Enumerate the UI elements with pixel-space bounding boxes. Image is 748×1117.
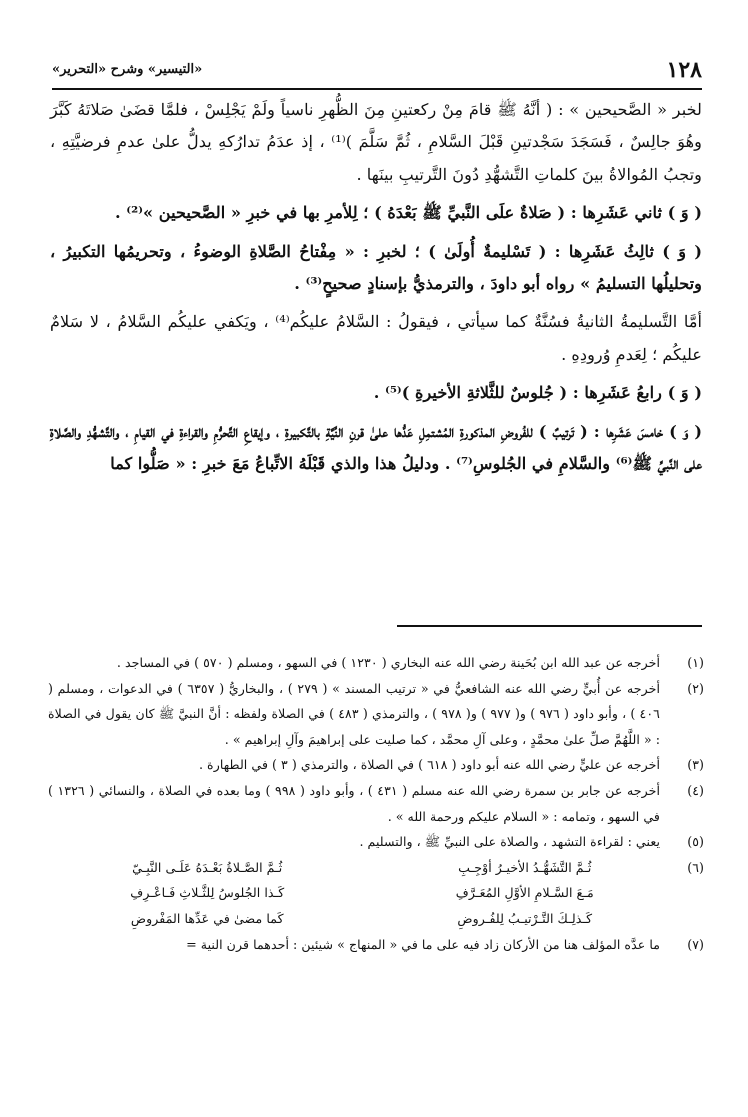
footnote [48,752,704,778]
paragraph: ( وَ ) رابعُ عَشَرِها : ( جُلوسٌ للثَّلاثةِ الأخيرةِ )⁽⁵⁾ . [373,383,702,403]
poem-hemistich: كَـذلِـكَ التَّـرْتيـبُ لِلفُـروضِ [457,910,593,926]
running-title: «التيسير» وشرح «التحرير» [52,62,203,77]
footnote [48,829,704,855]
footnote-number: (٣) [687,757,704,773]
paragraph: ( وَ ) ثالِثُ عَشَرِها : ( تَسْليمةٌ أُولَىٰ ) ؛ لخبرِ : « مِفْتاحُ الصَّلاةِ الوضوءُ ، وتحريمُها التكبيرُ ، وتحليلُها التسليمُ » رواه أبو داودَ ، والترمذيُّ بإسنادٍ صحيحٍ⁽³⁾ . [50,241,702,294]
footnote-text: يعني : لقراءة التشهد ، والصلاة على النبيِّ ﷺ ، والتسليم . [359,834,660,850]
footnote [48,650,704,676]
page-number: ١٢٨ [666,57,702,83]
paragraph: ( وَ ) خامسَ عَشَرِها : ( تَرتيبٌ ) للفُروضِ المذكورةِ المُشتمِلِ عَدُّها علىٰ قرنِ النِّيَّةِ بالتَّكبيرةِ ، وإيقاعِ التَّحرُّمِ والقراءةِ في القيامِ ، والتَّشهُّدِ والصَّلاةِ على النَّبيِّ ﷺ⁽⁶⁾ والسَّلامِ في الجُلوسِ⁽⁷⁾ . ودليلُ هذا والذي قَبْلَهُ الاتِّباعُ مَعَ خبرِ : « صَلُّوا كما [50,421,702,474]
footnote-number: (٥) [687,834,704,850]
poem-verse [48,855,660,881]
footnote-text: أخرجه عن عبد الله ابن بُحَينة رضي الله عنه البخاري ( ١٢٣٠ ) في السهو ، ومسلم ( ٥٧٠ ) في المساجد . [116,655,660,670]
page-header [52,50,702,90]
footnote [48,676,704,753]
footnote-number: (٦) [687,859,704,875]
poem-hemistich: ثُـمَّ التَّشَهُّـدُ الأخيـرُ أوْجِـبِ [458,859,592,875]
footnote-text: ما عدَّه المؤلف هنا من الأركان زاد فيه على ما في « المنهاج » شيئين : أحدهما قرن النية = [186,936,660,952]
paragraph: لخبر « الصَّحيحين » : ( أنَّهُ ﷺ قامَ مِنْ ركعتينِ مِنَ الظُّهرِ ناسياً ولَمْ يَجْلِسْ ، فلمَّا قضَىٰ صَلاتَهُ كَبَّرَ وهُوَ جالِسٌ ، فَسَجَدَ سَجْدتينِ قَبْلَ السَّلامِ ، ثُمَّ سَلَّمَ )⁽¹⁾ ، إذ عدَمُ تدارُكهِ يدلُّ علىٰ عدمِ فرضيَّتِهِ ، وتجبُ المُوالاةُ بينَ كلماتِ التَّشهُّدِ دُونَ التَّرتيبِ بينَها . [50,100,702,184]
footnote [48,778,704,829]
poem-hemistich: مَـعَ السَّـلامِ الأوَّلِ المُعَـرَّفِ [455,885,594,901]
poem-hemistich: ثُـمَّ الصَّـلاةُ بَعْـدَهُ عَلَـى النَّبِـيّ [132,859,283,875]
footnote-number: (٢) [687,680,704,696]
footnote-number: (٧) [687,936,704,952]
footnote-number: (١) [687,655,704,670]
poem-hemistich: كَما مضىٰ في عَدِّها المَفْروضِ [130,910,284,926]
paragraph: أمَّا التَّسليمةُ الثانيةُ فسُنَّةٌ كما سيأتي ، فيقولُ : السَّلامُ عليكُم⁽⁴⁾ ، ويَكفي عليكُم السَّلامُ ، لا سَلامٌ عليكُم ؛ لِعَدمِ وُرودِهِ . [50,312,703,364]
footnote-text: أخرجه عن جابر بن سمرة رضي الله عنه مسلم ( ٤٣١ ) ، وأبو داود ( ٩٩٨ ) وما بعده في الصلاة ، والنسائي ( ١٣٢٦ ) في السهو ، وتمامه : « السلام عليكم ورحمة الله » . [48,782,660,824]
paragraph: ( وَ ) ثاني عَشَرِها : ( صَلاةٌ علَى النَّبيِّ ﷺ بَعْدَهُ ) ؛ لِلأمرِ بها في خبرِ « الصَّحيحين »⁽²⁾ . [115,203,702,223]
footnote-text: أخرجه عن عليٍّ رضي الله عنه أبو داود ( ٦١٨ ) في الصلاة ، والترمذي ( ٣ ) في الطهارة . [198,757,660,773]
footnotes [48,650,704,957]
footnote-text: أخرجه عن أُبيٍّ رضي الله عنه الشافعيُّ في « ترتيب المسند » ( ٢٧٩ ) ، والبخاريُّ ( ٦٣٥٧ ) في الدعوات ، ومسلم ( ٤٠٦ ) ، وأبو داود ( ٩٧٦ ) و( ٩٧٧ ) و( ٩٧٨ ) ، والترمذي ( ٤٨٣ ) في الصلاة ولفظه : أنَّ النبيَّ ﷺ كان يقول في الصلاة : « اللَّهُمَّ صلِّ علىٰ محمَّدٍ ، وعلى آلِ محمَّد ، كما صليت على إبراهيمَ وآلِ إبراهيم » . [48,680,660,747]
poem-verse [48,906,660,932]
footnote-divider [397,625,702,627]
footnote-poem [48,855,704,932]
poem [48,855,660,932]
footnote [48,932,704,958]
poem-hemistich: كَـذا الجُلوسُ لِلثَّـلاثِ فَـاعْـرِفِ [130,885,285,901]
footnote-number: (٤) [687,782,704,798]
poem-verse [48,880,660,906]
main-text [50,94,702,486]
